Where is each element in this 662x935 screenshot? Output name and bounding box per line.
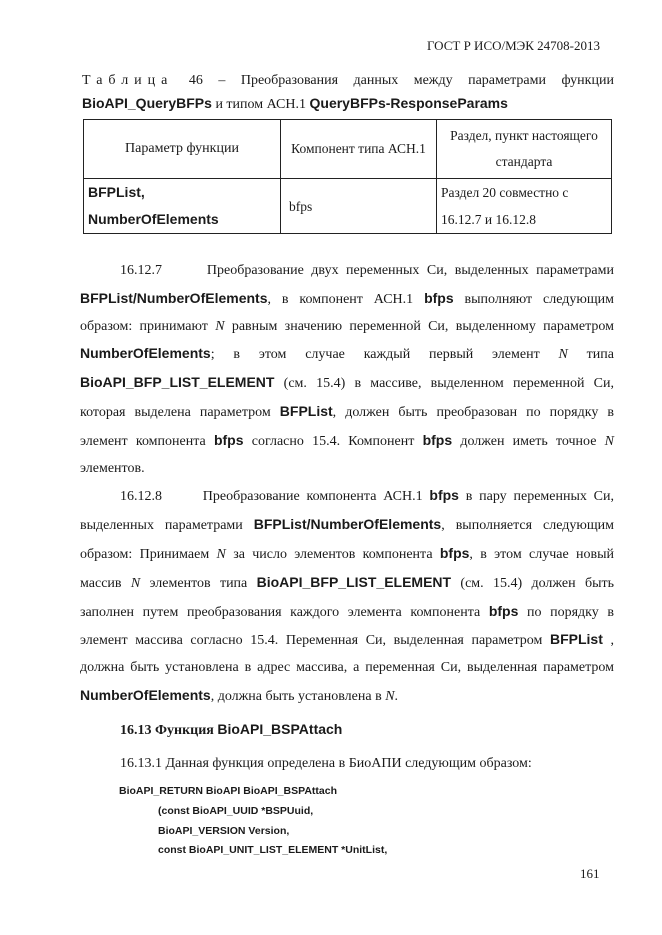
variable: N [558, 347, 568, 363]
code-term: BioAPI_BFP_LIST_ELEMENT [256, 573, 452, 590]
variable: N [216, 546, 226, 562]
code-term: NumberOfElements [80, 345, 211, 362]
table-cell-component: bfps [281, 179, 437, 234]
section-heading [120, 721, 342, 739]
table-cell-param: BFPList, NumberOfElements [84, 179, 281, 234]
code-term: bfps [429, 487, 459, 504]
table-caption [82, 70, 614, 116]
text-run: согласно 15.4. Компонент [243, 433, 423, 449]
text-run: 16.12.8 Преобразование компонента АСН.1 [120, 489, 430, 505]
code-term: BioAPI_BFP_LIST_ELEMENT [80, 374, 275, 391]
variable: N [604, 433, 614, 449]
code-term: bfps [422, 431, 453, 448]
text-run: (см. 15.4) в массиве, выделенном переменной Си, которая выделена параметром [80, 376, 614, 420]
page-number: 161 [580, 866, 600, 881]
code-line: BioAPI_RETURN BioAPI BioAPI_BSPAttach [119, 785, 337, 797]
text-run: за число элементов компонента [225, 546, 440, 562]
text-run: , должен быть преобразован по порядку в элемент компонента [80, 404, 614, 449]
table-header: Параметр функции [84, 120, 281, 179]
table-cell-section: Раздел 20 совместно с 16.12.7 и 16.12.8 [437, 179, 612, 234]
code-term: BFPList [279, 402, 333, 419]
section-title: 16.13 Функция [120, 723, 218, 738]
code-term: bfps [439, 544, 470, 561]
code-line: (const BioAPI_UUID *BSPUuid, [158, 805, 314, 817]
table-header-row [84, 120, 612, 179]
caption-number: 46 [188, 73, 203, 88]
text-run: , в этом случае новый массив [80, 546, 614, 591]
code-term: NumberOfElements [80, 686, 211, 703]
caption-dash: – [218, 73, 226, 88]
code-term: BFPList/NumberOfElements [253, 516, 442, 533]
text-run: должен иметь точное [452, 433, 605, 449]
table-row [84, 179, 612, 234]
caption-word: параметрами [468, 73, 546, 88]
caption-word: между [413, 73, 453, 88]
text-run: по порядку в элемент массива согласно 15.4. Переменная Си, выделенная параметром [80, 604, 614, 649]
variable: N [385, 688, 395, 704]
text-run: 16.12.7 Преобразование двух переменных Си, выделенных параметрами [120, 263, 614, 278]
text-run: выполняют следующим образом: принимают [80, 291, 615, 334]
variable: N [130, 575, 141, 591]
code-line: BioAPI_VERSION Version, [158, 825, 290, 837]
code-line: const BioAPI_UNIT_LIST_ELEMENT *UnitList, [158, 844, 388, 856]
section-function: BioAPI_BSPAttach [217, 721, 343, 737]
text-run: элементов. [80, 460, 145, 476]
caption-word: данных [353, 73, 399, 88]
text-run: , выполняется следующим образом: Принимаем [80, 518, 614, 562]
text-run: , должна быть установлена в [210, 688, 386, 704]
paragraph-16-12-7 [80, 258, 614, 482]
text-run: . [394, 688, 399, 704]
caption-word: функции [561, 73, 614, 88]
caption-label: Таблица [82, 73, 174, 88]
subsection-text: 16.13.1 Данная функция определена в БиоАПИ следующим образом: [120, 756, 532, 771]
text-run: в пару переменных Си, выделенных параметрами [80, 489, 614, 534]
table-header: Компонент типа АСН.1 [281, 120, 437, 179]
code-term: bfps [213, 431, 244, 448]
mapping-table [83, 119, 612, 234]
text-run: (см. 15.4) должен быть заполнен путем преобразования каждого элемента компонента [80, 575, 614, 620]
table-header: Раздел, пункт настоящего стандарта [437, 120, 612, 179]
caption-function: BioAPI_QueryBFPs [82, 95, 212, 111]
text-run: , должна быть установлена в адрес массива, а переменная Си, выделенная параметром [80, 633, 614, 676]
text-run: равным значению переменной Си, выделенному параметром [224, 318, 615, 334]
code-term: bfps [424, 289, 454, 306]
body-text [80, 258, 614, 711]
text-run: типа [567, 347, 614, 363]
caption-word: Преобразования [240, 73, 339, 88]
text-run: элементов типа [140, 575, 257, 591]
running-header: ГОСТ Р ИСО/МЭК 24708-2013 [426, 38, 600, 53]
caption-mid: и типом АСН.1 [211, 97, 310, 112]
text-run: , в компонент АСН.1 [267, 291, 425, 307]
variable: N [215, 318, 225, 334]
caption-asn-type: QueryBFPs-ResponseParams [309, 95, 508, 111]
code-term: BFPList [549, 631, 603, 648]
code-term: BFPList/NumberOfElements [80, 289, 268, 306]
code-term: bfps [488, 602, 519, 619]
paragraph-16-12-8 [80, 482, 614, 710]
text-run: ; в этом случае каждый первый элемент [210, 347, 559, 363]
